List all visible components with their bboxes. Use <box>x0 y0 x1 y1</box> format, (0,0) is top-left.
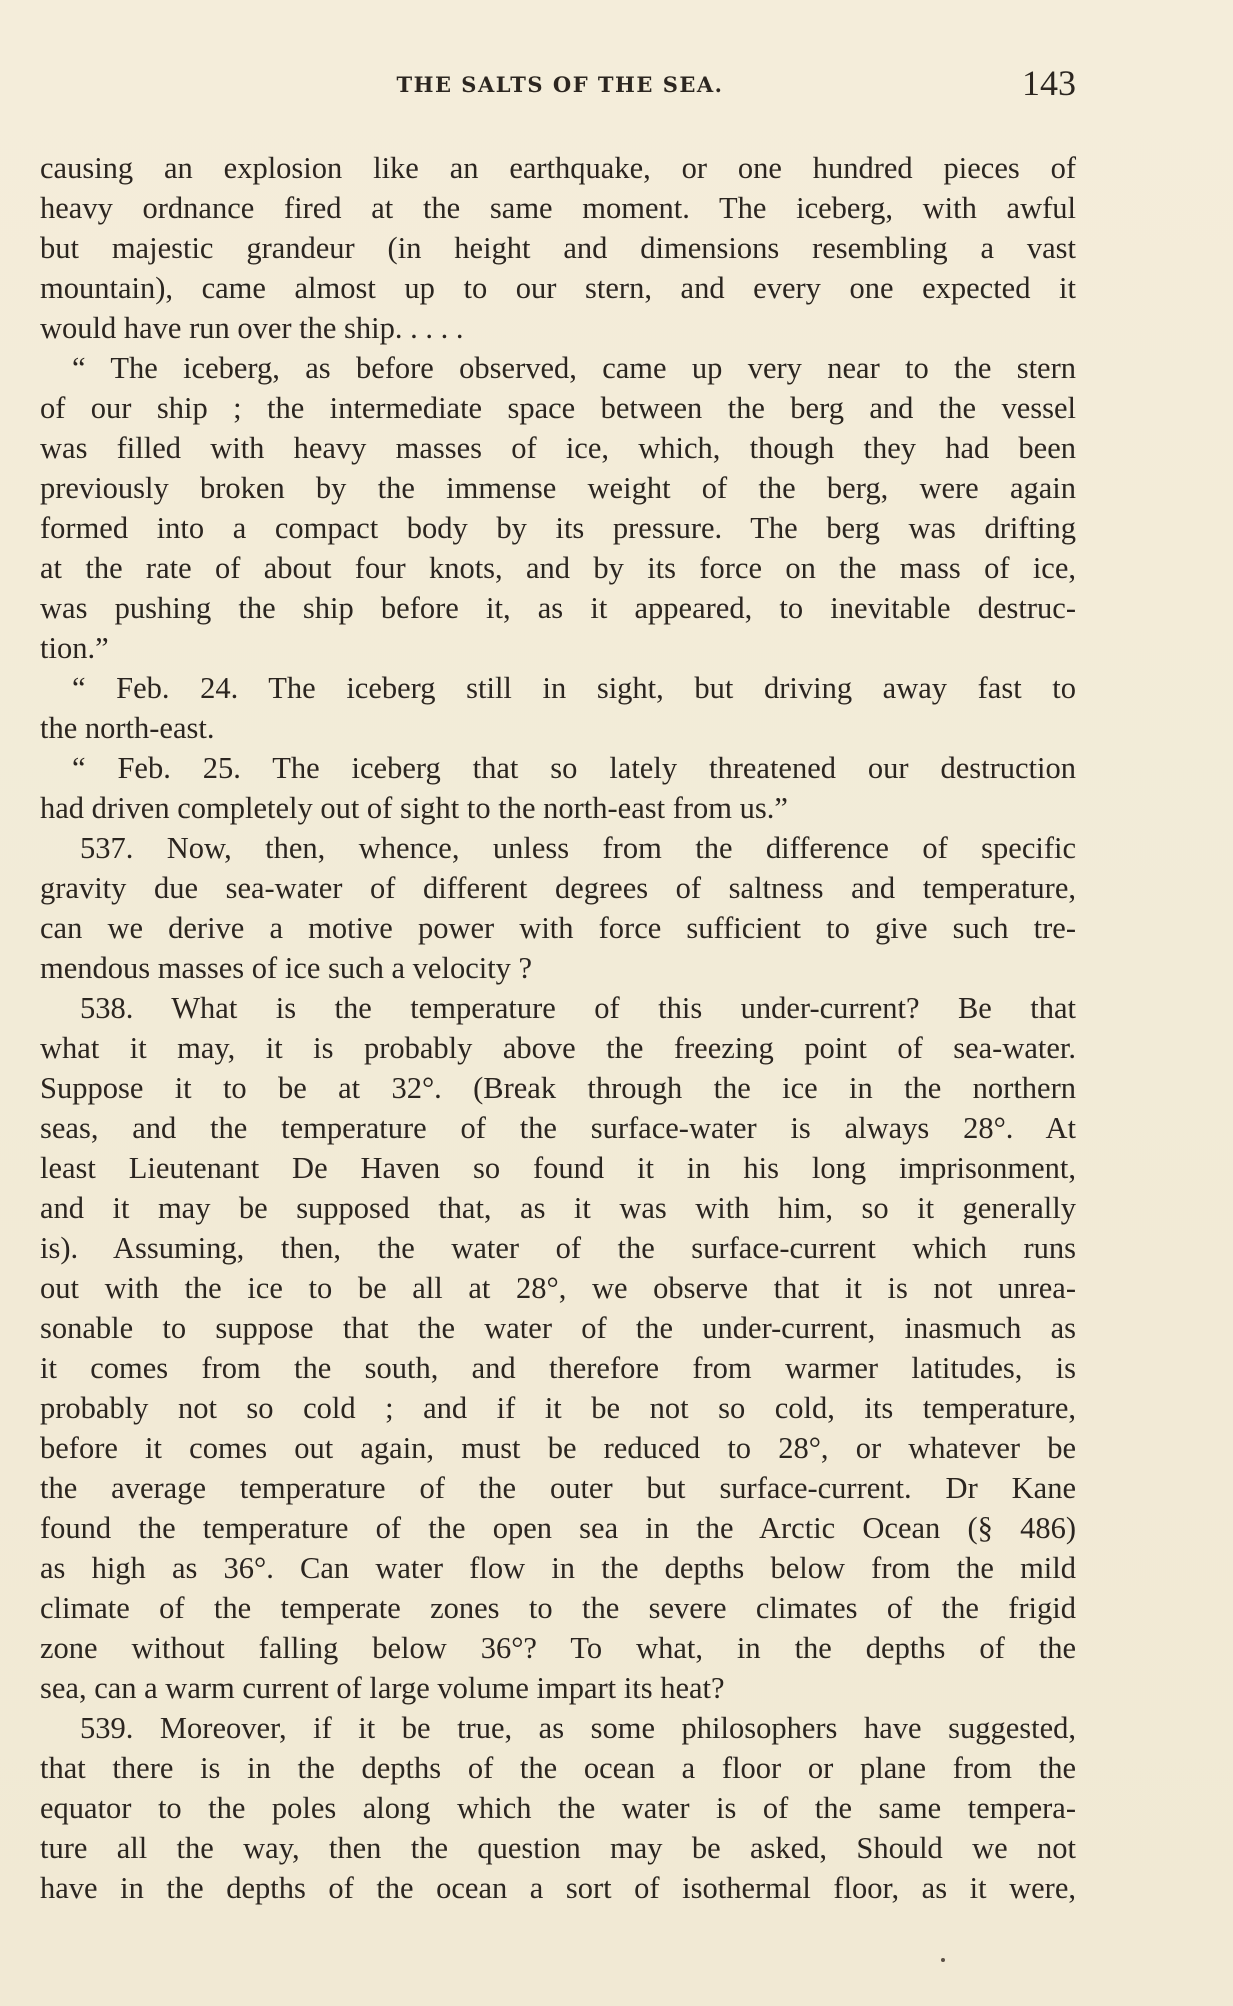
text-line: formed into a compact body by its pressure. The berg was drifting <box>40 511 1076 545</box>
text-line: “ Feb. 24. The iceberg still in sight, but driving away fast to <box>72 671 1076 705</box>
body-text <box>40 148 1076 1908</box>
text-line: previously broken by the immense weight of the berg, were again <box>40 471 1076 505</box>
text-line: and it may be supposed that, as it was with him, so it generally <box>40 1191 1076 1225</box>
text-line: is). Assuming, then, the water of the surface-current which runs <box>40 1231 1076 1265</box>
text-line: 539. Moreover, if it be true, as some philosophers have suggested, <box>80 1711 1076 1745</box>
ink-speck <box>941 1958 945 1962</box>
text-line: “ Feb. 25. The iceberg that so lately threatened our destruction <box>72 751 1076 785</box>
text-line: climate of the temperate zones to the severe climates of the frigid <box>40 1591 1076 1625</box>
text-line: as high as 36°. Can water flow in the depths below from the mild <box>40 1551 1076 1585</box>
text-line: “ The iceberg, as before observed, came up very near to the stern <box>72 351 1076 385</box>
text-line: would have run over the ship. . . . . <box>40 311 464 345</box>
text-line: out with the ice to be all at 28°, we observe that it is not unrea- <box>40 1271 1076 1305</box>
text-line: at the rate of about four knots, and by its force on the mass of ice, <box>40 551 1076 585</box>
text-line: heavy ordnance fired at the same moment. The iceberg, with awful <box>40 191 1076 225</box>
text-line: was pushing the ship before it, as it appeared, to inevitable destruc- <box>40 591 1076 625</box>
text-line: zone without falling below 36°? To what, in the depths of the <box>40 1631 1076 1665</box>
text-line: found the temperature of the open sea in the Arctic Ocean (§ 486) <box>40 1511 1076 1545</box>
text-line: have in the depths of the ocean a sort of isothermal floor, as it were, <box>40 1871 1076 1905</box>
text-line: before it comes out again, must be reduced to 28°, or whatever be <box>40 1431 1076 1465</box>
running-title: THE SALTS OF THE SEA. <box>396 72 724 97</box>
text-line: had driven completely out of sight to the north-east from us.” <box>40 791 788 825</box>
text-line: mendous masses of ice such a velocity ? <box>40 951 533 985</box>
text-line: the average temperature of the outer but surface-current. Dr Kane <box>40 1471 1076 1505</box>
text-line: can we derive a motive power with force sufficient to give such tre- <box>40 911 1076 945</box>
text-line: but majestic grandeur (in height and dimensions resembling a vast <box>40 231 1076 265</box>
text-line: Suppose it to be at 32°. (Break through the ice in the northern <box>40 1071 1076 1105</box>
text-line: the north-east. <box>40 711 215 745</box>
text-line: it comes from the south, and therefore from warmer latitudes, is <box>40 1351 1076 1385</box>
text-line: gravity due sea-water of different degrees of saltness and temperature, <box>40 871 1076 905</box>
text-line: tion.” <box>40 631 109 665</box>
text-line: sea, can a warm current of large volume impart its heat? <box>40 1671 725 1705</box>
text-line: 538. What is the temperature of this under-current? Be that <box>80 991 1076 1025</box>
text-line: probably not so cold ; and if it be not so cold, its temperature, <box>40 1391 1076 1425</box>
text-line: equator to the poles along which the water is of the same tempera- <box>40 1791 1076 1825</box>
text-line: seas, and the temperature of the surface-water is always 28°. At <box>40 1111 1076 1145</box>
text-line: sonable to suppose that the water of the under-current, inasmuch as <box>40 1311 1076 1345</box>
text-line: was filled with heavy masses of ice, which, though they had been <box>40 431 1076 465</box>
text-line: what it may, it is probably above the freezing point of sea-water. <box>40 1031 1076 1065</box>
text-line: 537. Now, then, whence, unless from the difference of specific <box>80 831 1076 865</box>
text-line: that there is in the depths of the ocean a floor or plane from the <box>40 1751 1076 1785</box>
text-line: of our ship ; the intermediate space between the berg and the vessel <box>40 391 1076 425</box>
text-line: causing an explosion like an earthquake, or one hundred pieces of <box>40 151 1076 185</box>
text-line: mountain), came almost up to our stern, and every one expected it <box>40 271 1076 305</box>
text-line: ture all the way, then the question may be asked, Should we not <box>40 1831 1076 1865</box>
text-line: least Lieutenant De Haven so found it in his long imprisonment, <box>40 1151 1076 1185</box>
page-number: 143 <box>1022 63 1076 103</box>
